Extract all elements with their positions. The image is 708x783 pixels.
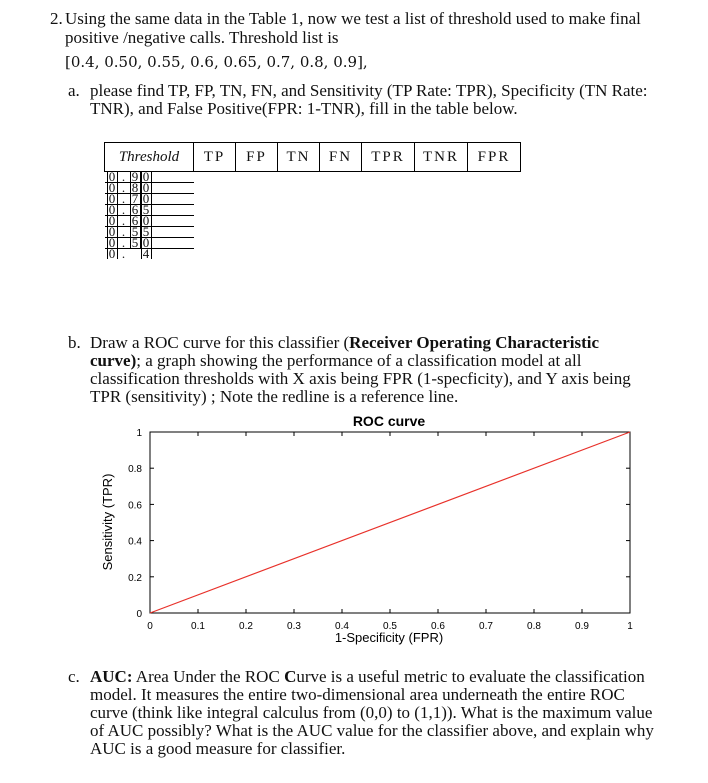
threshold-digit: 9 — [130, 172, 141, 182]
empty-cell — [415, 183, 468, 194]
part-c-c-bold: C — [284, 667, 297, 686]
part-b-line-2-text: ; a graph showing the performance of a classification model at all — [136, 351, 582, 370]
threshold-cell — [105, 224, 194, 239]
y-tick-label: 0 — [136, 609, 142, 620]
threshold-list: [0.4, 0.50, 0.55, 0.6, 0.65, 0.7, 0.8, 0.9], — [65, 53, 368, 71]
empty-cell — [194, 238, 236, 249]
threshold-digit: 0 — [141, 194, 152, 204]
x-tick-label: 0.2 — [239, 621, 253, 632]
part-b-label: b. — [68, 333, 81, 352]
y-tick-label: 0.6 — [128, 500, 142, 512]
empty-cell — [278, 205, 320, 216]
x-tick-label: 0.1 — [191, 621, 205, 632]
threshold-digit: 0 — [107, 183, 118, 193]
table-row — [105, 238, 521, 249]
empty-cell — [236, 216, 278, 227]
empty-cell — [468, 205, 521, 216]
threshold-cell — [105, 169, 194, 184]
y-tick-label: 0.4 — [128, 536, 142, 548]
empty-cell — [194, 205, 236, 216]
threshold-digit: 0 — [141, 238, 152, 248]
empty-cell — [278, 227, 320, 238]
empty-cell — [194, 227, 236, 238]
table-row — [105, 216, 521, 227]
y-tick-label: 0.2 — [128, 572, 142, 584]
threshold-digit: 5 — [130, 227, 141, 237]
empty-cell — [362, 183, 415, 194]
empty-cell — [362, 205, 415, 216]
decimal-point: . — [121, 169, 126, 184]
empty-cell — [362, 172, 415, 183]
threshold-cell — [105, 213, 194, 228]
header-tpr: TPR — [362, 143, 415, 172]
part-b-line-1 — [90, 333, 599, 352]
threshold-digit: 0 — [107, 205, 118, 215]
empty-cell — [468, 249, 521, 260]
threshold-digit: 0 — [141, 216, 152, 226]
table-row — [105, 172, 521, 183]
empty-cell — [236, 172, 278, 183]
empty-cell — [278, 172, 320, 183]
x-tick-label: 0.8 — [527, 621, 541, 632]
empty-cell — [320, 249, 362, 260]
empty-cell — [362, 227, 415, 238]
table-header-row — [105, 143, 521, 172]
header-tnr: TNR — [415, 143, 468, 172]
threshold-digit: 5 — [130, 238, 141, 248]
threshold-digit: 0 — [107, 238, 118, 248]
decimal-point: . — [121, 180, 126, 195]
threshold-digit: 0 — [107, 172, 118, 182]
part-c-line-4: of AUC possibly? What is the AUC value for the classifier above, and explain why — [90, 721, 654, 740]
x-tick-label: 0.4 — [335, 621, 349, 632]
threshold-digit — [130, 249, 141, 259]
threshold-cell — [105, 180, 194, 195]
empty-cell — [236, 238, 278, 249]
threshold-cell — [105, 246, 194, 261]
header-tn: TN — [278, 143, 320, 172]
empty-cell — [236, 205, 278, 216]
header-fp: FP — [236, 143, 278, 172]
table-row — [105, 205, 521, 216]
empty-cell — [236, 227, 278, 238]
empty-cell — [362, 194, 415, 205]
part-b-line-4: TPR (sensitivity) ; Note the redline is a reference line. — [90, 387, 459, 406]
empty-cell — [278, 183, 320, 194]
y-axis-label: Sensitivity (TPR) — [100, 473, 115, 571]
empty-cell — [320, 227, 362, 238]
part-b-line-3: classification thresholds with X axis being FPR (1-specficity), and Y axis being — [90, 369, 631, 388]
threshold-cell — [105, 235, 194, 250]
empty-cell — [362, 216, 415, 227]
empty-cell — [194, 183, 236, 194]
part-c-auc-bold: AUC: — [90, 667, 133, 686]
empty-cell — [320, 172, 362, 183]
empty-cell — [415, 238, 468, 249]
roc-chart — [0, 405, 708, 645]
reference-line — [150, 432, 630, 613]
empty-cell — [320, 205, 362, 216]
threshold-digit: 0 — [107, 227, 118, 237]
threshold-digit: 0 — [107, 249, 118, 259]
header-fn: FN — [320, 143, 362, 172]
empty-cell — [236, 194, 278, 205]
threshold-table — [104, 142, 521, 259]
part-c-line-2: model. It measures the entire two-dimensional area underneath the entire ROC — [90, 685, 625, 704]
x-tick-label: 1 — [627, 621, 633, 632]
threshold-digit: 8 — [130, 183, 141, 193]
part-c-line-3: curve (think like integral calculus from (0,0) to (1,1)). What is the maximum value — [90, 703, 653, 722]
part-c-line-5: AUC is a good measure for classifier. — [90, 739, 346, 758]
x-tick-label: 0.6 — [431, 621, 445, 632]
empty-cell — [468, 183, 521, 194]
empty-cell — [468, 194, 521, 205]
part-b-line-1-text: Draw a ROC curve for this classifier ( — [90, 333, 350, 352]
empty-cell — [194, 194, 236, 205]
threshold-digit: 0 — [141, 183, 152, 193]
empty-cell — [415, 194, 468, 205]
empty-cell — [362, 249, 415, 260]
header-tp: TP — [194, 143, 236, 172]
empty-cell — [278, 249, 320, 260]
y-tick-label: 0.8 — [128, 464, 142, 476]
empty-cell — [194, 172, 236, 183]
threshold-cell — [105, 191, 194, 206]
decimal-point: . — [121, 202, 126, 217]
series-group — [150, 432, 630, 613]
empty-cell — [468, 227, 521, 238]
question-line-1: Using the same data in the Table 1, now we test a list of threshold used to make final — [65, 9, 641, 28]
threshold-digit: 0 — [141, 172, 152, 182]
decimal-point: . — [121, 235, 126, 250]
x-tick-label: 0.3 — [287, 621, 301, 632]
empty-cell — [320, 216, 362, 227]
part-b-line-2 — [90, 351, 581, 370]
empty-cell — [362, 238, 415, 249]
empty-cell — [468, 172, 521, 183]
empty-cell — [468, 216, 521, 227]
empty-cell — [320, 194, 362, 205]
empty-cell — [415, 216, 468, 227]
table-row — [105, 249, 521, 260]
empty-cell — [468, 238, 521, 249]
part-a-line-1: please find TP, FP, TN, FN, and Sensitivity (TP Rate: TPR), Specificity (TN Rate: — [90, 81, 648, 100]
empty-cell — [194, 249, 236, 260]
threshold-digit: 6 — [130, 205, 141, 215]
part-a-label: a. — [68, 81, 80, 100]
x-tick-label: 0.9 — [575, 621, 589, 632]
x-tick-label: 0 — [147, 621, 153, 632]
axis-ticks — [128, 428, 633, 632]
x-tick-label: 0.7 — [479, 621, 493, 632]
part-b-roc-bold: Receiver Operating Characteristic — [349, 333, 600, 352]
empty-cell — [236, 249, 278, 260]
threshold-cell — [105, 202, 194, 217]
empty-cell — [278, 216, 320, 227]
x-tick-label: 0.5 — [383, 621, 397, 632]
empty-cell — [320, 183, 362, 194]
threshold-digit: 5 — [141, 227, 152, 237]
part-c-line-1-mid: Area Under the ROC — [132, 667, 285, 686]
threshold-digit: 6 — [130, 216, 141, 226]
empty-cell — [415, 227, 468, 238]
decimal-point: . — [121, 224, 126, 239]
table-row — [105, 194, 521, 205]
y-tick-label: 1 — [136, 428, 142, 439]
header-threshold: Threshold — [105, 143, 194, 172]
threshold-digit: 4 — [141, 249, 152, 259]
empty-cell — [194, 216, 236, 227]
empty-cell — [278, 194, 320, 205]
threshold-digit: 0 — [107, 216, 118, 226]
table-row — [105, 183, 521, 194]
x-axis-label: 1-Specificity (FPR) — [334, 630, 444, 645]
empty-cell — [415, 205, 468, 216]
header-fpr: FPR — [468, 143, 521, 172]
empty-cell — [415, 172, 468, 183]
part-c-line-1 — [90, 667, 645, 686]
table-row — [105, 227, 521, 238]
decimal-point: . — [121, 246, 126, 261]
empty-cell — [278, 238, 320, 249]
question-number: 2. — [50, 9, 63, 28]
empty-cell — [415, 249, 468, 260]
question-line-2: positive /negative calls. Threshold list is — [65, 28, 339, 47]
part-c-line-1-text: urve is a useful metric to evaluate the classification — [296, 667, 645, 686]
threshold-digit: 0 — [107, 194, 118, 204]
part-a-line-2: TNR), and False Positive(FPR: 1-TNR), fill in the table below. — [90, 99, 518, 118]
empty-cell — [320, 238, 362, 249]
part-b-curve-bold: curve) — [90, 351, 137, 370]
decimal-point: . — [121, 213, 126, 228]
decimal-point: . — [121, 191, 126, 206]
threshold-digit: 7 — [130, 194, 141, 204]
threshold-digit: 5 — [141, 205, 152, 215]
chart-title: ROC curve — [352, 413, 426, 429]
empty-cell — [236, 183, 278, 194]
part-c-label: c. — [68, 667, 80, 686]
